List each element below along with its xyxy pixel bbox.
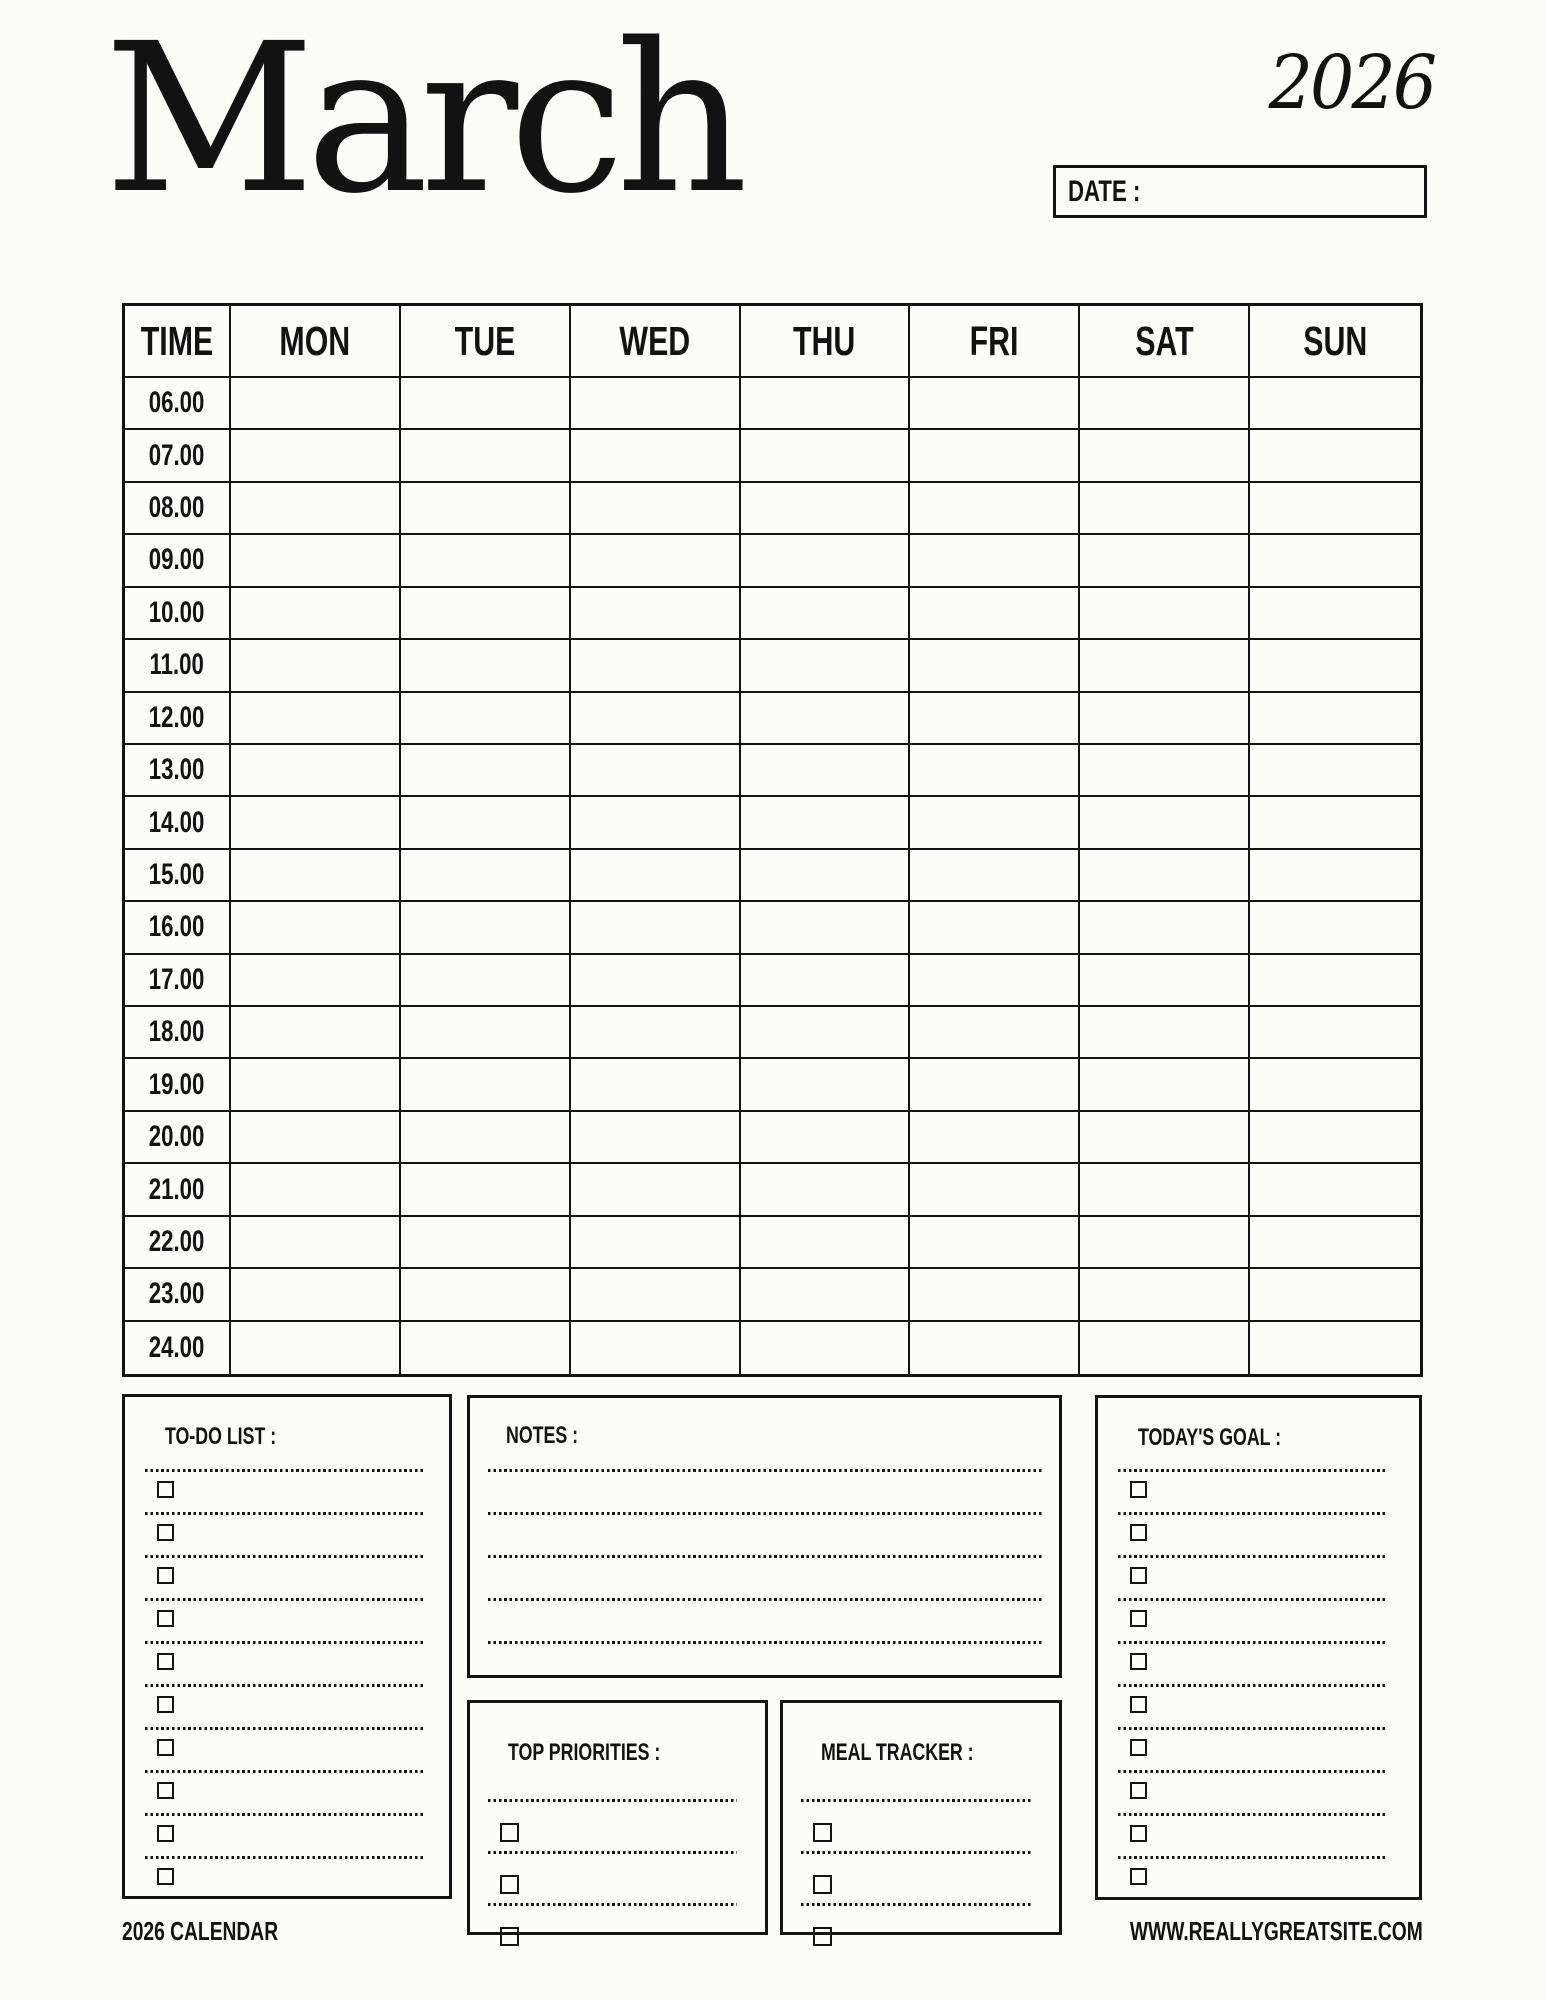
day-header-thu: THU (741, 306, 911, 378)
write-line[interactable] (1118, 1856, 1387, 1859)
meal-tracker-label: MEAL TRACKER : (821, 1739, 974, 1766)
schedule-cell[interactable] (910, 640, 1080, 692)
checklist-item (801, 1799, 1033, 1851)
schedule-cell[interactable] (571, 1164, 741, 1216)
time-label: 16.00 (125, 902, 231, 954)
schedule-cell[interactable] (741, 535, 911, 587)
schedule-cell[interactable] (231, 378, 401, 430)
schedule-cell[interactable] (231, 693, 401, 745)
meal-checklist (801, 1799, 1033, 1955)
schedule-cell[interactable] (1250, 378, 1420, 430)
schedule-cell[interactable] (1080, 1269, 1250, 1321)
time-header: TIME (125, 306, 231, 378)
top-priorities-panel (467, 1700, 768, 1935)
schedule-cell[interactable] (741, 1059, 911, 1111)
schedule-cell[interactable] (1080, 1007, 1250, 1059)
day-header-wed: WED (571, 306, 741, 378)
schedule-cell[interactable] (910, 955, 1080, 1007)
schedule-cell[interactable] (1250, 693, 1420, 745)
schedule-cell[interactable] (910, 588, 1080, 640)
schedule-cell[interactable] (1080, 955, 1250, 1007)
schedule-cell[interactable] (571, 483, 741, 535)
schedule-cell[interactable] (231, 1164, 401, 1216)
write-line[interactable] (488, 1641, 1044, 1644)
write-line[interactable] (145, 1641, 425, 1644)
schedule-cell[interactable] (401, 850, 571, 902)
write-line[interactable] (488, 1598, 1044, 1601)
day-header-sun: SUN (1250, 306, 1420, 378)
time-label: 19.00 (125, 1059, 231, 1111)
checklist-item (145, 1813, 425, 1856)
write-line[interactable] (1118, 1684, 1387, 1687)
checklist-item (1118, 1684, 1387, 1727)
checklist-item (145, 1598, 425, 1641)
schedule-cell[interactable] (401, 1322, 571, 1374)
checklist-item (1118, 1469, 1387, 1512)
day-header-sat: SAT (1080, 306, 1250, 378)
schedule-cell[interactable] (1250, 535, 1420, 587)
schedule-cell[interactable] (1250, 1164, 1420, 1216)
schedule-cell[interactable] (231, 1059, 401, 1111)
schedule-cell[interactable] (571, 797, 741, 849)
schedule-cell[interactable] (1250, 1112, 1420, 1164)
write-line[interactable] (145, 1813, 425, 1816)
schedule-cell[interactable] (741, 850, 911, 902)
checkbox[interactable] (157, 1653, 174, 1670)
schedule-cell[interactable] (1080, 378, 1250, 430)
schedule-cell[interactable] (401, 588, 571, 640)
checkbox[interactable] (500, 1823, 519, 1842)
checkbox[interactable] (500, 1875, 519, 1894)
checkbox[interactable] (1130, 1567, 1147, 1584)
schedule-cell[interactable] (571, 1059, 741, 1111)
schedule-cell[interactable] (231, 1007, 401, 1059)
schedule-cell[interactable] (401, 430, 571, 482)
schedule-cell[interactable] (1080, 745, 1250, 797)
day-header-fri: FRI (910, 306, 1080, 378)
schedule-cell[interactable] (1250, 1007, 1420, 1059)
schedule-cell[interactable] (910, 745, 1080, 797)
checkbox[interactable] (813, 1823, 832, 1842)
schedule-cell[interactable] (910, 850, 1080, 902)
checkbox[interactable] (157, 1610, 174, 1627)
schedule-cell[interactable] (401, 640, 571, 692)
schedule-cell[interactable] (1080, 902, 1250, 954)
time-label: 24.00 (125, 1322, 231, 1374)
schedule-cell[interactable] (1080, 640, 1250, 692)
notes-lines (488, 1469, 1044, 1684)
schedule-cell[interactable] (401, 902, 571, 954)
todays-goal-panel (1095, 1395, 1422, 1900)
checklist-item (145, 1469, 425, 1512)
schedule-cell[interactable] (1080, 535, 1250, 587)
write-line[interactable] (488, 1512, 1044, 1515)
checklist-item (1118, 1813, 1387, 1856)
schedule-cell[interactable] (1080, 1322, 1250, 1374)
write-line[interactable] (145, 1770, 425, 1773)
schedule-cell[interactable] (741, 797, 911, 849)
year-label: 2026 (1268, 40, 1434, 126)
time-label: 08.00 (125, 483, 231, 535)
time-label: 18.00 (125, 1007, 231, 1059)
checklist-item (1118, 1641, 1387, 1684)
schedule-cell[interactable] (1250, 797, 1420, 849)
schedule-cell[interactable] (910, 1059, 1080, 1111)
time-label: 06.00 (125, 378, 231, 430)
schedule-cell[interactable] (401, 483, 571, 535)
schedule-cell[interactable] (571, 588, 741, 640)
checkbox[interactable] (157, 1567, 174, 1584)
time-label: 20.00 (125, 1112, 231, 1164)
notes-panel (467, 1395, 1062, 1678)
schedule-cell[interactable] (231, 955, 401, 1007)
schedule-cell[interactable] (571, 1269, 741, 1321)
schedule-cell[interactable] (741, 1164, 911, 1216)
month-title: March (104, 0, 740, 239)
checkbox[interactable] (1130, 1653, 1147, 1670)
schedule-cell[interactable] (401, 535, 571, 587)
checkbox[interactable] (157, 1524, 174, 1541)
schedule-cell[interactable] (231, 483, 401, 535)
schedule-cell[interactable] (741, 1322, 911, 1374)
write-line[interactable] (488, 1555, 1044, 1558)
time-label: 07.00 (125, 430, 231, 482)
schedule-cell[interactable] (910, 430, 1080, 482)
time-label: 21.00 (125, 1164, 231, 1216)
notes-line-row (488, 1469, 1044, 1512)
checkbox[interactable] (1130, 1524, 1147, 1541)
schedule-cell[interactable] (571, 902, 741, 954)
notes-line-row (488, 1641, 1044, 1684)
write-line[interactable] (145, 1512, 425, 1515)
schedule-cell[interactable] (231, 745, 401, 797)
notes-line-row (488, 1598, 1044, 1641)
write-line[interactable] (488, 1903, 737, 1906)
schedule-cell[interactable] (231, 535, 401, 587)
schedule-cell[interactable] (401, 1217, 571, 1269)
schedule-cell[interactable] (401, 693, 571, 745)
todays-goal-label: TODAY'S GOAL : (1138, 1424, 1282, 1451)
checkbox[interactable] (157, 1868, 174, 1885)
checklist-item (1118, 1770, 1387, 1813)
time-label: 11.00 (125, 640, 231, 692)
time-label: 09.00 (125, 535, 231, 587)
write-line[interactable] (1118, 1469, 1387, 1472)
schedule-cell[interactable] (231, 640, 401, 692)
schedule-cell[interactable] (571, 535, 741, 587)
time-label: 14.00 (125, 797, 231, 849)
schedule-cell[interactable] (571, 693, 741, 745)
write-line[interactable] (1118, 1813, 1387, 1816)
checklist-item (145, 1727, 425, 1770)
schedule-cell[interactable] (401, 955, 571, 1007)
notes-line-row (488, 1555, 1044, 1598)
schedule-cell[interactable] (571, 955, 741, 1007)
schedule-cell[interactable] (1080, 1059, 1250, 1111)
checklist-item (145, 1770, 425, 1813)
schedule-cell[interactable] (741, 1269, 911, 1321)
schedule-cell[interactable] (231, 797, 401, 849)
schedule-cell[interactable] (1250, 430, 1420, 482)
checklist-item (488, 1851, 737, 1903)
schedule-cell[interactable] (1080, 797, 1250, 849)
write-line[interactable] (1118, 1641, 1387, 1644)
schedule-cell[interactable] (1080, 850, 1250, 902)
schedule-cell[interactable] (1250, 902, 1420, 954)
schedule-cell[interactable] (910, 693, 1080, 745)
schedule-cell[interactable] (1250, 745, 1420, 797)
schedule-cell[interactable] (571, 378, 741, 430)
schedule-cell[interactable] (401, 1112, 571, 1164)
write-line[interactable] (488, 1469, 1044, 1472)
checklist-item (145, 1512, 425, 1555)
schedule-cell[interactable] (1250, 955, 1420, 1007)
schedule-cell[interactable] (741, 902, 911, 954)
notes-label: NOTES : (506, 1422, 579, 1449)
todo-list-panel (122, 1394, 452, 1899)
schedule-cell[interactable] (910, 535, 1080, 587)
checkbox[interactable] (1130, 1610, 1147, 1627)
checkbox[interactable] (1130, 1868, 1147, 1885)
checkbox[interactable] (157, 1481, 174, 1498)
time-label: 22.00 (125, 1217, 231, 1269)
schedule-cell[interactable] (910, 1164, 1080, 1216)
checklist-item (801, 1851, 1033, 1903)
schedule-cell[interactable] (741, 640, 911, 692)
schedule-cell[interactable] (741, 1007, 911, 1059)
schedule-cell[interactable] (571, 1217, 741, 1269)
schedule-cell[interactable] (741, 1217, 911, 1269)
checklist-item (488, 1903, 737, 1955)
write-line[interactable] (145, 1555, 425, 1558)
schedule-cell[interactable] (231, 1322, 401, 1374)
notes-line-row (488, 1512, 1044, 1555)
checkbox[interactable] (157, 1782, 174, 1799)
checkbox[interactable] (500, 1927, 519, 1946)
schedule-cell[interactable] (741, 1112, 911, 1164)
todo-list-label: TO-DO LIST : (165, 1423, 277, 1450)
write-line[interactable] (801, 1851, 1033, 1854)
schedule-cell[interactable] (571, 430, 741, 482)
schedule-cell[interactable] (910, 1322, 1080, 1374)
checklist-item (801, 1903, 1033, 1955)
goal-checklist (1118, 1469, 1387, 1899)
day-header-tue: TUE (401, 306, 571, 378)
time-label: 12.00 (125, 693, 231, 745)
schedule-cell[interactable] (231, 430, 401, 482)
schedule-cell[interactable] (571, 640, 741, 692)
schedule-cell[interactable] (571, 1322, 741, 1374)
schedule-cell[interactable] (571, 745, 741, 797)
schedule-cell[interactable] (1250, 1269, 1420, 1321)
schedule-cell[interactable] (910, 1269, 1080, 1321)
schedule-cell[interactable] (1250, 483, 1420, 535)
checklist-item (145, 1684, 425, 1727)
checklist-item (1118, 1856, 1387, 1899)
schedule-cell[interactable] (231, 1217, 401, 1269)
schedule-cell[interactable] (571, 850, 741, 902)
priorities-checklist (488, 1799, 737, 1955)
day-header-mon: MON (231, 306, 401, 378)
checkbox[interactable] (1130, 1696, 1147, 1713)
date-field[interactable] (1053, 165, 1427, 218)
schedule-cell[interactable] (1250, 850, 1420, 902)
time-label: 10.00 (125, 588, 231, 640)
write-line[interactable] (1118, 1555, 1387, 1558)
schedule-cell[interactable] (401, 797, 571, 849)
schedule-cell[interactable] (910, 1112, 1080, 1164)
schedule-cell[interactable] (401, 378, 571, 430)
write-line[interactable] (1118, 1512, 1387, 1515)
checklist-item (145, 1555, 425, 1598)
schedule-cell[interactable] (401, 745, 571, 797)
schedule-cell[interactable] (1080, 430, 1250, 482)
schedule-cell[interactable] (741, 693, 911, 745)
write-line[interactable] (145, 1684, 425, 1687)
schedule-cell[interactable] (1080, 588, 1250, 640)
checklist-item (1118, 1512, 1387, 1555)
todo-checklist (145, 1469, 425, 1899)
schedule-cell[interactable] (741, 483, 911, 535)
write-line[interactable] (145, 1469, 425, 1472)
checklist-item (1118, 1598, 1387, 1641)
time-label: 17.00 (125, 955, 231, 1007)
write-line[interactable] (488, 1799, 737, 1802)
checkbox[interactable] (157, 1696, 174, 1713)
checkbox[interactable] (1130, 1825, 1147, 1842)
date-label: DATE : (1068, 174, 1141, 208)
time-label: 15.00 (125, 850, 231, 902)
write-line[interactable] (145, 1856, 425, 1859)
schedule-cell[interactable] (1080, 1164, 1250, 1216)
write-line[interactable] (1118, 1727, 1387, 1730)
schedule-cell[interactable] (571, 1112, 741, 1164)
write-line[interactable] (1118, 1598, 1387, 1601)
checkbox[interactable] (813, 1875, 832, 1894)
checklist-item (145, 1641, 425, 1684)
time-label: 23.00 (125, 1269, 231, 1321)
schedule-cell[interactable] (231, 1112, 401, 1164)
schedule-cell[interactable] (910, 378, 1080, 430)
checkbox[interactable] (1130, 1782, 1147, 1799)
checkbox[interactable] (157, 1739, 174, 1756)
schedule-table (122, 303, 1423, 1377)
schedule-cell[interactable] (231, 850, 401, 902)
schedule-cell[interactable] (741, 745, 911, 797)
footer-website-text: WWW.REALLYGREATSITE.COM (1130, 1916, 1423, 1946)
write-line[interactable] (801, 1903, 1033, 1906)
write-line[interactable] (1118, 1770, 1387, 1773)
meal-tracker-panel (780, 1700, 1062, 1935)
schedule-cell[interactable] (401, 1059, 571, 1111)
schedule-cell[interactable] (910, 1007, 1080, 1059)
schedule-cell[interactable] (571, 1007, 741, 1059)
schedule-cell[interactable] (1250, 588, 1420, 640)
schedule-cell[interactable] (910, 1217, 1080, 1269)
checkbox[interactable] (813, 1927, 832, 1946)
schedule-cell[interactable] (1080, 483, 1250, 535)
top-priorities-label: TOP PRIORITIES : (508, 1739, 661, 1766)
checklist-item (1118, 1727, 1387, 1770)
schedule-cell[interactable] (401, 1269, 571, 1321)
schedule-cell[interactable] (910, 902, 1080, 954)
schedule-cell[interactable] (1080, 1112, 1250, 1164)
checklist-item (145, 1856, 425, 1899)
schedule-cell[interactable] (741, 588, 911, 640)
footer-calendar-text: 2026 CALENDAR (122, 1916, 279, 1946)
schedule-cell[interactable] (231, 902, 401, 954)
schedule-cell[interactable] (1250, 1217, 1420, 1269)
schedule-cell[interactable] (231, 1269, 401, 1321)
schedule-cell[interactable] (231, 588, 401, 640)
checklist-item (488, 1799, 737, 1851)
write-line[interactable] (145, 1598, 425, 1601)
time-label: 13.00 (125, 745, 231, 797)
write-line[interactable] (145, 1727, 425, 1730)
checkbox[interactable] (1130, 1481, 1147, 1498)
checklist-item (1118, 1555, 1387, 1598)
schedule-cell[interactable] (401, 1164, 571, 1216)
schedule-cell[interactable] (910, 483, 1080, 535)
write-line[interactable] (488, 1851, 737, 1854)
checkbox[interactable] (157, 1825, 174, 1842)
checkbox[interactable] (1130, 1739, 1147, 1756)
schedule-cell[interactable] (1080, 693, 1250, 745)
schedule-cell[interactable] (910, 797, 1080, 849)
schedule-cell[interactable] (741, 378, 911, 430)
schedule-cell[interactable] (1080, 1217, 1250, 1269)
schedule-cell[interactable] (741, 955, 911, 1007)
schedule-cell[interactable] (741, 430, 911, 482)
schedule-cell[interactable] (401, 1007, 571, 1059)
write-line[interactable] (801, 1799, 1033, 1802)
schedule-cell[interactable] (1250, 640, 1420, 692)
schedule-cell[interactable] (1250, 1322, 1420, 1374)
schedule-cell[interactable] (1250, 1059, 1420, 1111)
